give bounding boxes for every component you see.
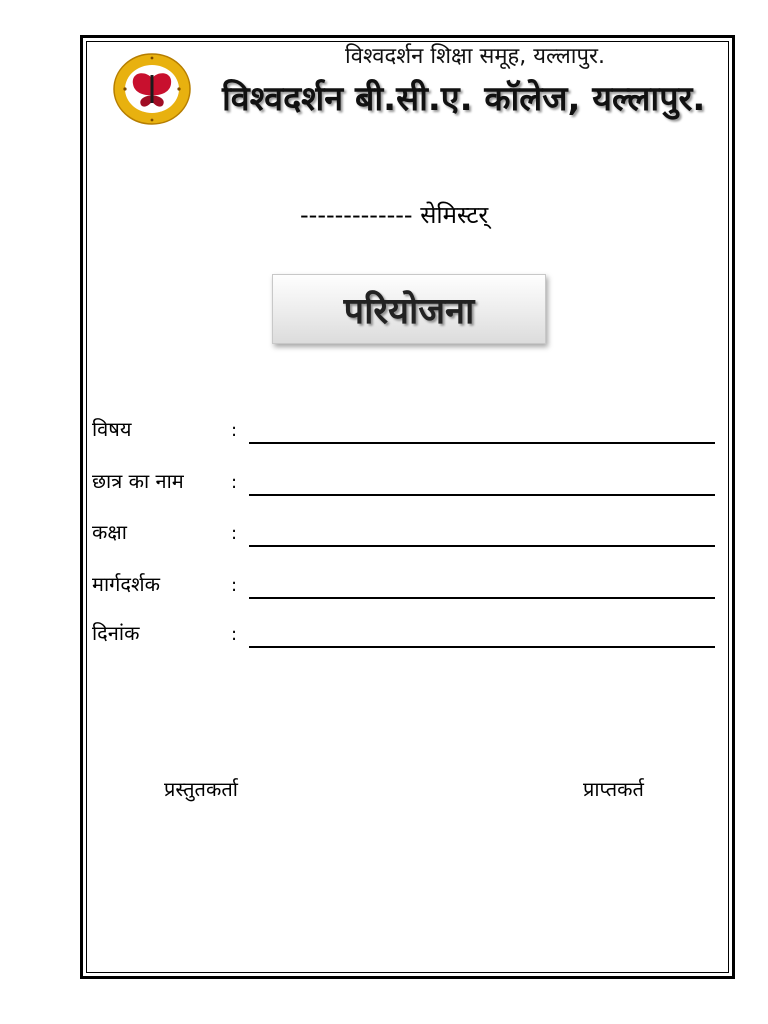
subject-field[interactable] (249, 442, 715, 444)
student-name-field[interactable] (249, 494, 715, 496)
college-name: विश्वदर्शन बी.सी.ए. कॉलेज, यल्लापुर. (222, 79, 706, 119)
field-label: कक्षा (92, 520, 127, 544)
college-emblem-icon (112, 52, 192, 126)
field-row-subject (92, 415, 717, 449)
received-by-label: प्राप्तकर्त (583, 777, 644, 801)
date-field[interactable] (249, 646, 715, 648)
field-colon: : (231, 575, 238, 596)
field-colon: : (231, 523, 238, 544)
project-title-box (272, 274, 546, 344)
project-title: परियोजना (343, 290, 475, 332)
field-row-student-name (92, 467, 717, 501)
submitted-by-label: प्रस्तुतकर्ता (164, 777, 238, 801)
field-label: दिनांक (92, 621, 140, 645)
organization-name: विश्वदर्शन शिक्षा समूह, यल्लापुर. (345, 44, 605, 69)
field-row-date (92, 619, 717, 653)
field-label: छात्र का नाम (92, 469, 184, 493)
field-colon: : (231, 472, 238, 493)
class-field[interactable] (249, 545, 715, 547)
field-colon: : (231, 624, 238, 645)
field-row-class (92, 518, 717, 552)
guide-field[interactable] (249, 597, 715, 599)
semester-label: ------------- सेमिस्टर् (300, 201, 489, 229)
page-border-inner (86, 41, 729, 973)
field-colon: : (231, 420, 238, 441)
field-label: विषय (92, 417, 132, 441)
field-row-guide (92, 570, 717, 604)
field-label: मार्गदर्शक (92, 572, 160, 596)
